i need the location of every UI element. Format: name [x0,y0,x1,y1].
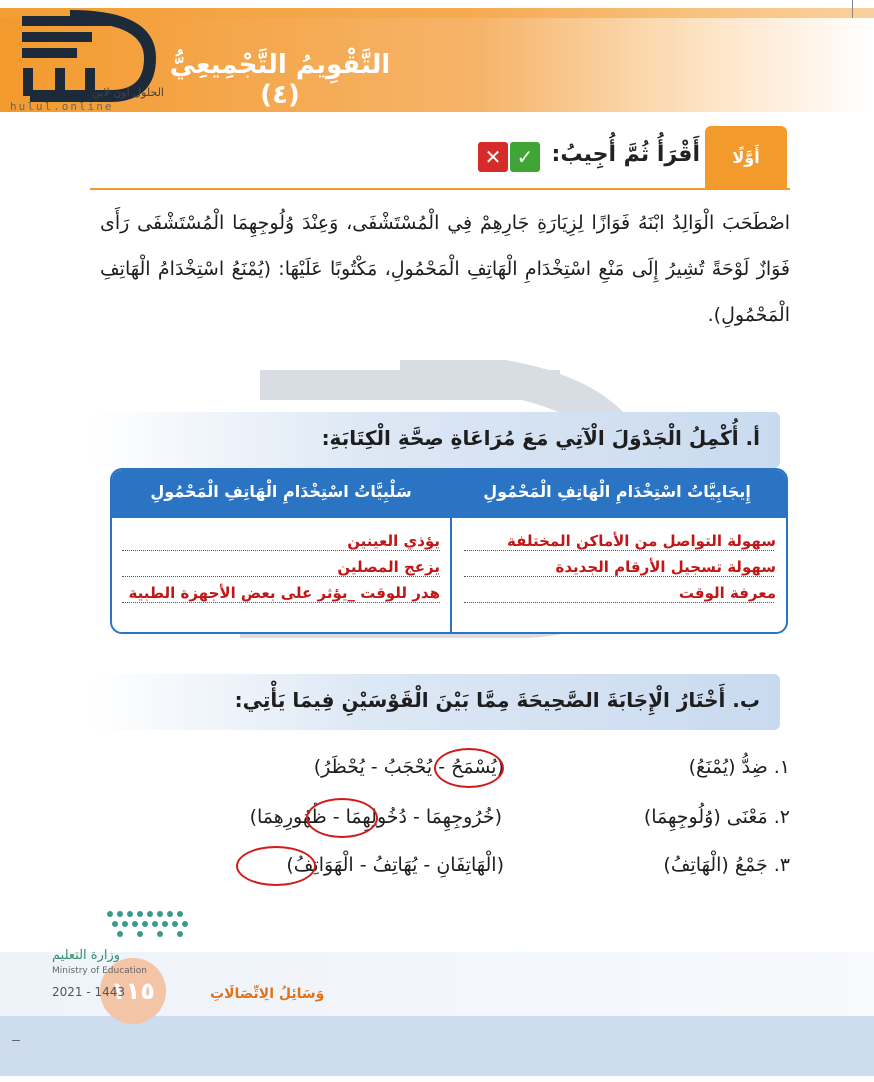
logo-arabic-text: الحلول اون لاين [92,86,164,99]
column-divider [450,470,452,632]
selected-answer-circle [306,798,378,838]
answer-line [122,550,440,551]
answer-line [464,550,774,551]
options-2: (خُرُوجِهِمَا - دُخُولِهِمَا - ظُهُورِهِمَا) [249,806,502,828]
part-a-instruction: أ. أُكْمِلُ الْجَدْوَلَ الْآتِي مَعَ مُرَاعَاةِ صِحَّةِ الْكِتَابَةِ: [321,426,760,450]
unit-title: وَسَائِلُ الِاتِّصَالَاتِ [210,986,325,1002]
options-1: (يُسْمَحُ - يُحْجَبُ - يُحْظَرُ) [313,756,504,778]
footer-band [0,1016,874,1076]
ministry-name-en: Ministry of Education [52,966,147,976]
selected-answer-circle [236,846,316,886]
section-tab: أَوَّلًا [705,126,787,190]
vision-logo [100,906,200,946]
question-1: ١. ضِدُّ (يُمْنَعُ) [688,756,790,778]
answer-line [464,602,774,603]
answer-line [122,602,440,603]
section-title: أَقْرَأُ ثُمَّ أُجِيبُ: [551,142,700,167]
edition-year: 2021 - 1443 [52,985,126,999]
options-3: (الْهَاتِفَانِ - يُهَاتِفُ - الْهَوَاتِفُ) [286,854,504,876]
crop-mark [12,1040,20,1041]
part-b-instruction-bar [90,674,780,730]
reading-paragraph: اصْطَحَبَ الْوَالِدُ ابْنَهُ فَوَازًا لِزِيَارَةِ جَارِهِمْ فِي الْمُسْتَشْفَى، وَعِنْدَ وُلُوجِهِمَا الْمُسْتَشْفَى رَأَى فَوَازٌ لَوْحَةً تُشِيرُ إِلَى مَنْعِ اسْتِخْدَامِ الْهَاتِفِ الْمَحْمُولِ، مَكْتُوبًا عَلَيْهَا: (يُمْنَعُ اسْتِخْدَامُ الْهَاتِفِ الْمَحْمُولِ). [100,212,790,326]
logo-latin-text: hulul.online [10,100,114,113]
section-divider [90,188,790,190]
page-title: التَّقْوِيمُ التَّجْمِيعِيُّ (٤) [169,50,391,110]
part-a-instruction-bar [90,412,780,468]
page-number: ١١٥ [100,958,166,1024]
header-negatives: سَلْبِيَّاتُ اسْتِخْدَامِ الْهَاتِفِ الْمَحْمُولِ [150,482,412,501]
cross-icon: ✕ [478,142,508,172]
question-2: ٢. مَعْنَى (وُلُوجِهِمَا) [643,806,790,828]
negative-answer: هدر للوقت _يؤثر على بعض الأجهزة الطبية [128,584,440,602]
negative-answer: يزعج المصلين [337,558,440,576]
ministry-name: وزارة التعليم [52,948,121,963]
table-header [112,470,786,518]
answer-line [464,576,774,577]
part-b-instruction: ب. أَخْتَارُ الْإِجَابَةَ الصَّحِيحَةَ مِمَّا بَيْنَ الْقَوْسَيْنِ فِيمَا يَأْتِي: [234,688,760,712]
answer-line [122,576,440,577]
negative-answer: يؤذي العينين [347,532,440,550]
header-positives: إِيجَابِيَّاتُ اسْتِخْدَامِ الْهَاتِفِ الْمَحْمُولِ [483,482,751,501]
check-icon: ✓ [510,142,540,172]
positive-answer: سهولة تسجيل الأرقام الجديدة [555,558,776,576]
pros-cons-table [110,468,788,634]
crop-mark [852,0,853,18]
positive-answer: معرفة الوقت [678,584,776,602]
question-3: ٣. جَمْعُ (الْهَاتِفُ) [663,854,790,876]
positive-answer: سهولة التواصل من الأماكن المختلفة [506,532,776,550]
selected-answer-circle [434,748,504,788]
